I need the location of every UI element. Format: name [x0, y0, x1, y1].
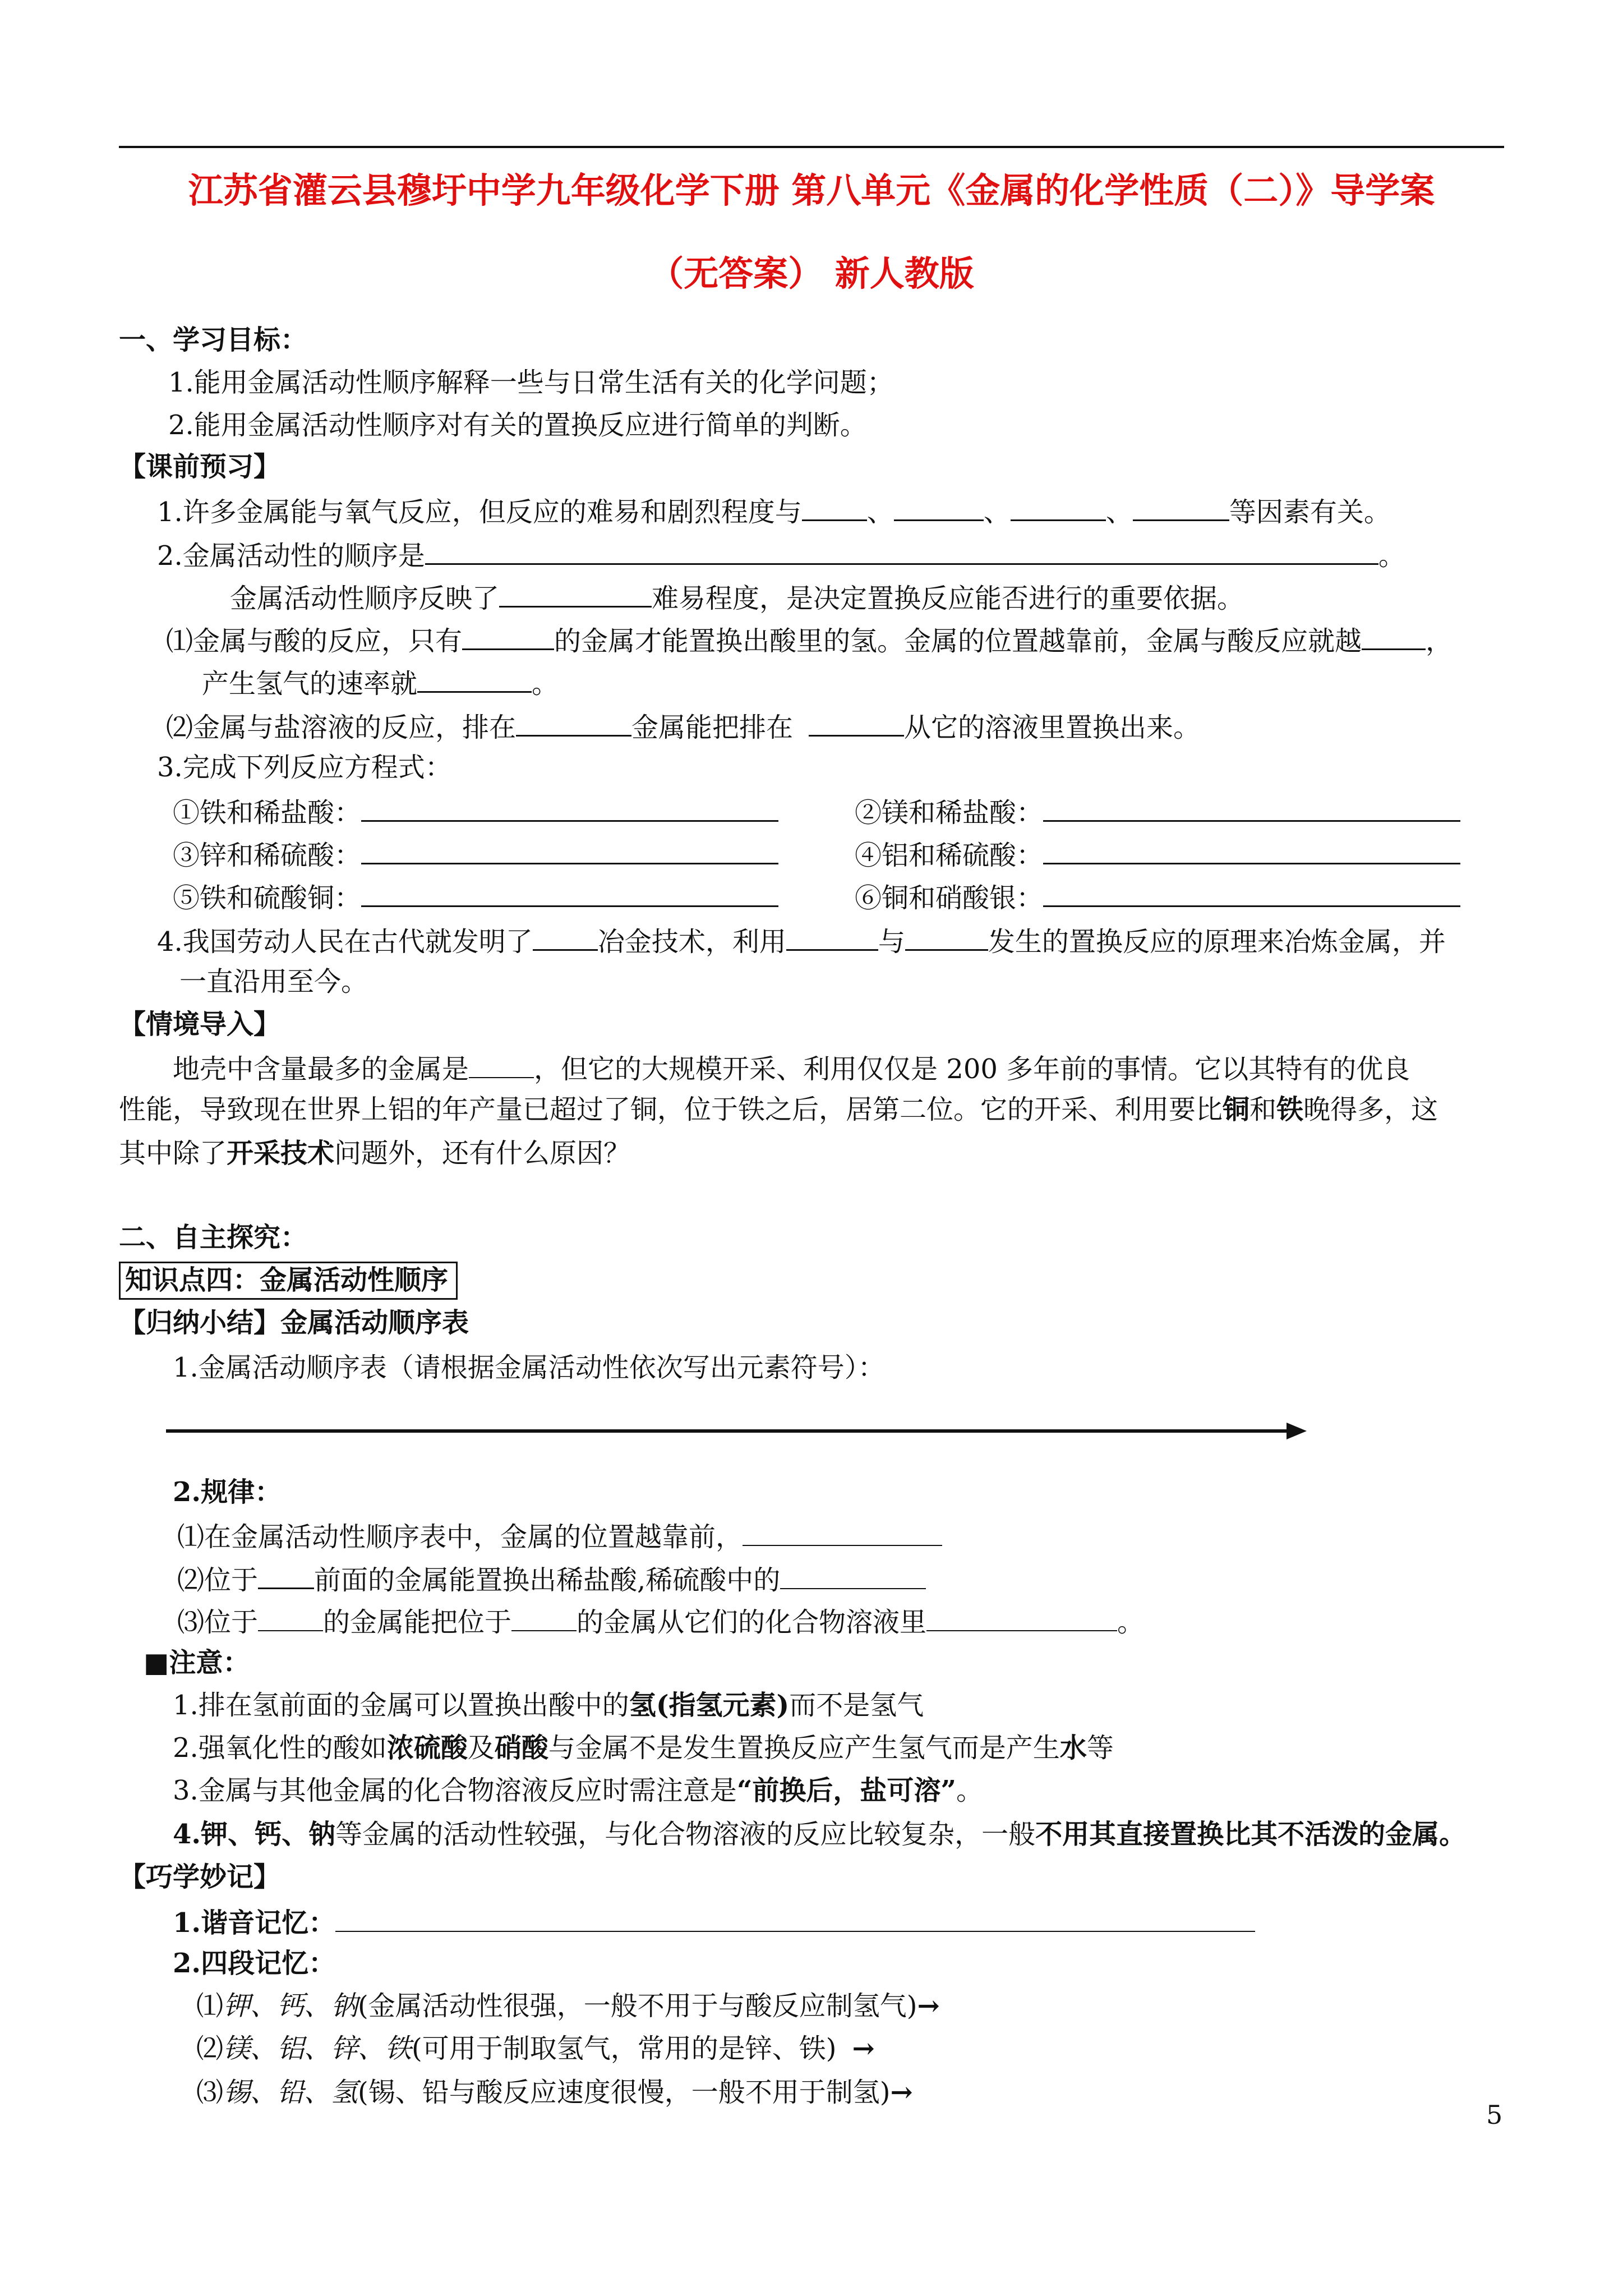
q1-sep: 、 [1105, 496, 1133, 528]
q2c-text-b: 的金属才能置换出酸里的氢。金属的位置越靠前，金属与酸反应就越 [554, 625, 1362, 657]
page-number: 5 [1486, 2100, 1503, 2130]
notice-1-text-a: 1.排在氢前面的金属可以置换出酸中的 [173, 1690, 629, 1721]
blank-q1-a[interactable] [802, 493, 867, 521]
notice-3-text-a: 3.金属与其他金属的化合物溶液反应时需注意是 [173, 1775, 737, 1806]
reaction-2-label: ②镁和稀盐酸： [855, 797, 1044, 829]
heading-memory: 【巧学妙记】 [119, 1861, 281, 1893]
rule-1 [177, 1518, 942, 1552]
reaction-3 [173, 836, 778, 869]
reaction-1 [173, 793, 778, 827]
q4-text-c: 与 [878, 926, 905, 958]
notice-4-bold-a: 4.钾、钙、钠 [173, 1819, 336, 1850]
q2-text: 2.金属活动性的顺序是 [157, 540, 425, 572]
situation-text-e: 其中除了 [119, 1138, 227, 1169]
blank-q2[interactable] [425, 536, 1378, 565]
situation-text-b: ，但它的大规模开采、利用仅仅是 200 多年前的事情。它以其特有的优良 [534, 1053, 1410, 1085]
section-heading-goals: 一、学习目标： [119, 324, 308, 356]
blank-q2d-a[interactable] [516, 708, 631, 737]
preview-q1 [157, 493, 1391, 526]
blank-q2c-b[interactable] [1362, 622, 1426, 650]
notice-1-text-c: 而不是氢气 [789, 1690, 924, 1721]
heading-summary: 【归纳小结】金属活动顺序表 [119, 1307, 469, 1338]
group-1-num: ⑴ [196, 1990, 224, 2022]
blank-rule-3-a[interactable] [258, 1603, 323, 1631]
q4-text-b: 冶金技术，利用 [597, 926, 786, 958]
copper-bold: 铜 [1223, 1094, 1250, 1125]
notice-2-bold-a: 浓硫酸 [386, 1732, 468, 1764]
blank-rule-2-a[interactable] [258, 1561, 314, 1589]
memory-group-2 [196, 2032, 875, 2065]
blank-q2b[interactable] [499, 579, 652, 608]
q1-sep: 、 [866, 496, 894, 528]
rule-2-text-b: 前面的金属能置换出稀盐酸,稀硫酸中的 [314, 1565, 781, 1596]
notice-3-bold: “前换后，盐可溶” [736, 1775, 957, 1806]
header-rule [119, 146, 1504, 148]
preview-q2c [166, 622, 1453, 655]
blank-reaction-3[interactable] [361, 836, 778, 864]
goal-1: 1.能用金属活动性顺序解释一些与日常生活有关的化学问题； [168, 367, 894, 398]
situation-line-1 [173, 1050, 1410, 1084]
blank-q1-d[interactable] [1133, 493, 1229, 521]
q2-period: 。 [1378, 540, 1405, 572]
memory-1 [173, 1904, 1255, 1938]
rule-2 [177, 1561, 926, 1594]
memory-2: 2.四段记忆： [173, 1948, 336, 1979]
notice-2-bold-b: 硝酸 [494, 1732, 548, 1764]
situation-line-3 [119, 1137, 630, 1170]
blank-q2d-b[interactable] [809, 708, 904, 737]
notice-2 [173, 1731, 1114, 1765]
q2c-comma: ， [1426, 625, 1453, 657]
preview-q2 [157, 536, 1405, 570]
notice-heading: ■注意： [144, 1647, 250, 1678]
situation-line-2 [119, 1093, 1438, 1126]
reaction-4-label: ④铝和稀硫酸： [855, 840, 1044, 871]
notice-2-text-a: 2.强氧化性的酸如 [173, 1732, 387, 1764]
preview-q2d [166, 708, 1200, 742]
blank-reaction-2[interactable] [1043, 793, 1460, 822]
notice-3-period: 。 [956, 1775, 984, 1806]
reaction-1-label: ①铁和稀盐酸： [173, 797, 362, 829]
reaction-6-label: ⑥铜和硝酸银： [855, 882, 1044, 914]
arrow-icon: → [890, 2077, 913, 2108]
preview-q2c-cont [202, 664, 559, 698]
reaction-6 [855, 878, 1460, 912]
blank-q1-b[interactable] [894, 493, 984, 521]
q1-text: 1.许多金属能与氧气反应，但反应的难易和剧烈程度与 [157, 496, 802, 528]
reaction-4 [855, 836, 1460, 869]
rule-1-text: ⑴在金属活动性顺序表中，金属的位置越靠前， [177, 1521, 743, 1553]
blank-rule-2-b[interactable] [780, 1561, 926, 1589]
preview-q4-cont: 一直沿用至今。 [179, 966, 368, 997]
rule-3-text-c: 的金属从它们的化合物溶液里 [577, 1607, 927, 1638]
q2b-text-a: 金属活动性顺序反映了 [230, 583, 500, 614]
arrow-icon: → [917, 1990, 940, 2022]
blank-q2c-a[interactable] [462, 622, 554, 650]
rules-heading: 2.规律： [173, 1476, 282, 1508]
q2d-text-a: ⑵金属与盐溶液的反应，排在 [166, 712, 517, 743]
reaction-5-label: ⑤铁和硫酸铜： [173, 882, 362, 914]
q2d-text-c: 从它的溶液里置换出来。 [904, 712, 1201, 743]
preview-q4 [157, 922, 1446, 956]
arrow-icon: → [852, 2033, 875, 2064]
situation-text-a: 地壳中含量最多的金属是 [173, 1053, 469, 1085]
group-3-num: ⑶ [196, 2077, 224, 2108]
blank-reaction-4[interactable] [1043, 836, 1460, 864]
document-subtitle: （无答案） 新人教版 [649, 253, 974, 294]
rule-3 [177, 1603, 1144, 1637]
blank-reaction-6[interactable] [1043, 878, 1460, 907]
group-2-num: ⑵ [196, 2033, 224, 2064]
reaction-5 [173, 878, 778, 912]
and-text: 和 [1249, 1094, 1277, 1125]
q4-text-d: 发生的置换反应的原理来冶炼金属，并 [988, 926, 1446, 958]
reaction-2 [855, 793, 1460, 827]
memory-1-label: 1.谐音记忆： [173, 1907, 336, 1939]
preview-q2b [230, 579, 1244, 613]
blank-memory-1[interactable] [335, 1904, 1255, 1932]
heading-situation: 【情境导入】 [119, 1009, 281, 1040]
notice-1 [173, 1688, 924, 1722]
rule-3-text-a: ⑶位于 [177, 1607, 259, 1638]
knowledge-point-box: 知识点四：金属活动性顺序 [119, 1262, 458, 1300]
activity-series-line [166, 1429, 1288, 1433]
memory-group-1 [196, 1989, 940, 2023]
blank-situation[interactable] [469, 1050, 534, 1078]
blank-rule-3-c[interactable] [926, 1603, 1117, 1631]
goal-2: 2.能用金属活动性顺序对有关的置换反应进行简单的判断。 [168, 409, 867, 441]
group-1-desc: (金属活动性很强，一般不用于与酸反应制氢气) [358, 1990, 917, 2022]
q2b-text-b: 难易程度，是决定置换反应能否进行的重要依据。 [652, 583, 1244, 614]
q2d-text-b: 金属能把排在 [631, 712, 794, 743]
rule-3-text-b: 的金属能把位于 [323, 1607, 512, 1638]
blank-q1-c[interactable] [1011, 493, 1106, 521]
heading-preview: 【课前预习】 [119, 451, 281, 482]
notice-2-text-g: 等 [1086, 1732, 1114, 1764]
q1-sep: 、 [983, 496, 1011, 528]
group-3-metals: 锡、铅、氢 [223, 2077, 358, 2108]
mining-tech-bold: 开采技术 [227, 1138, 335, 1169]
rule-3-period: 。 [1117, 1607, 1145, 1638]
knowledge-point-4 [119, 1263, 458, 1297]
group-1-metals: 钾、钙、钠 [223, 1990, 358, 2022]
notice-1-bold: 氢(指氢元素) [629, 1690, 790, 1721]
q2c-period: 。 [532, 668, 559, 700]
blank-rule-3-b[interactable] [511, 1603, 577, 1631]
q2c-text-a: ⑴金属与酸的反应，只有 [166, 625, 463, 657]
rule-2-text-a: ⑵位于 [177, 1565, 259, 1596]
memory-group-3 [196, 2076, 913, 2109]
q4-text-a: 4.我国劳动人民在古代就发明了 [157, 926, 533, 958]
notice-4-text-b: 等金属的活动性较强，与化合物溶液的反应比较复杂，一般 [335, 1819, 1036, 1850]
blank-q4-a[interactable] [533, 922, 598, 951]
section-heading-explore: 二、自主探究： [119, 1222, 308, 1253]
reaction-3-label: ③锌和稀硫酸： [173, 840, 362, 871]
document-title: 江苏省灌云县穆圩中学九年级化学下册 第八单元《金属的化学性质（二）》导学案 [188, 170, 1435, 211]
situation-text-d: 晚得多，这 [1303, 1094, 1438, 1125]
table-instruction: 1.金属活动顺序表（请根据金属活动性依次写出元素符号）： [173, 1352, 885, 1383]
notice-4 [173, 1818, 1466, 1851]
blank-reaction-1[interactable] [361, 793, 778, 822]
blank-q4-c[interactable] [905, 922, 988, 951]
right-arrow-icon [1287, 1423, 1307, 1439]
iron-bold: 铁 [1276, 1094, 1304, 1125]
situation-text-f: 问题外，还有什么原因？ [334, 1138, 631, 1169]
blank-q4-b[interactable] [786, 922, 878, 951]
group-2-metals: 镁、铝、锌、铁 [223, 2033, 412, 2064]
q2c-text-c: 产生氢气的速率就 [202, 668, 418, 700]
group-2-desc: (可用于制取氢气，常用的是锌、铁) [412, 2033, 837, 2064]
blank-reaction-5[interactable] [361, 878, 778, 907]
notice-4-bold-c: 不用其直接置换比其不活泼的金属。 [1035, 1819, 1467, 1850]
blank-rule-1[interactable] [743, 1518, 942, 1546]
notice-2-bold-c: 水 [1059, 1732, 1087, 1764]
blank-q2c-c[interactable] [417, 664, 532, 693]
preview-q3: 3.完成下列反应方程式： [157, 752, 452, 783]
notice-2-text-c: 及 [467, 1732, 495, 1764]
notice-2-text-e: 与金属不是发生置换反应产生氢气而是产生 [548, 1732, 1060, 1764]
group-3-desc: (锡、铅与酸反应速度很慢，一般不用于制氢) [358, 2077, 891, 2108]
notice-3 [173, 1774, 983, 1807]
q1-end: 等因素有关。 [1229, 496, 1391, 528]
situation-text-c: 性能，导致现在世界上铝的年产量已超过了铜，位于铁之后，居第二位。它的开采、利用要比 [119, 1094, 1223, 1125]
